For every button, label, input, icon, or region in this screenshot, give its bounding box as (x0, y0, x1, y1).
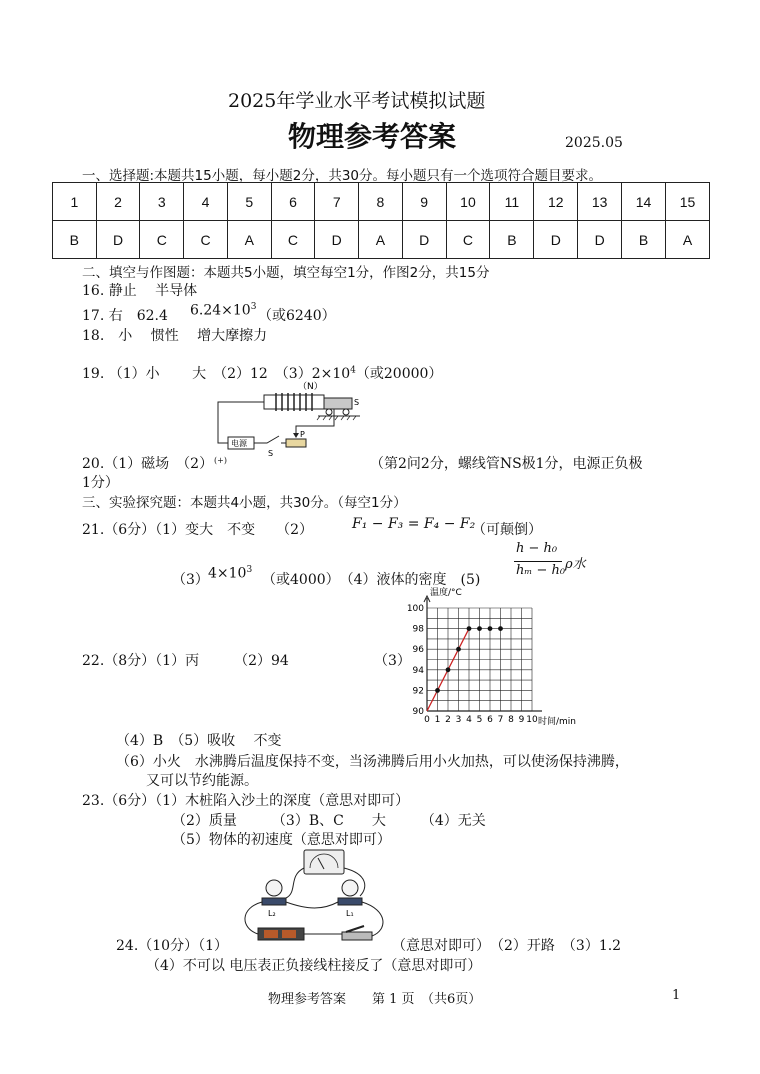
wire-bulbs (286, 902, 338, 908)
rheostat (286, 439, 306, 447)
page-number: 1 (672, 988, 681, 1003)
table-cell: C (184, 221, 228, 259)
slider-arrow (293, 433, 299, 438)
q17-sci-base: 6.24×10 (190, 302, 251, 319)
q22-answer: 22.（8分）（1）丙 （2）94 (82, 653, 289, 669)
data-point (488, 626, 493, 631)
y-tick-label: 90 (412, 707, 424, 717)
table-cell: 4 (184, 183, 228, 221)
power-supply-label: 电源 (231, 439, 247, 448)
table-cell: D (96, 221, 140, 259)
x-tick-label: 0 (424, 715, 430, 725)
q22-part6: （6）小火 水沸腾后温度保持不变，当汤沸腾后用小火加热，可以使汤保持沸腾， (116, 754, 629, 770)
table-cell: 9 (402, 183, 446, 221)
table-cell: 14 (622, 183, 666, 221)
table-cell: A (666, 221, 710, 259)
table-cell: A (359, 221, 403, 259)
answer-table-numbers-row (53, 183, 710, 221)
q22-part4-5: （4）B （5）吸收 不变 (116, 733, 282, 749)
switch-base (342, 932, 372, 940)
q20-note-cont: 1分） (82, 475, 119, 491)
x-tick-label: 6 (487, 715, 493, 725)
q21-fraction-denominator: hₘ − h₀ (516, 563, 566, 578)
x-tick-label: 8 (508, 715, 514, 725)
q18-answer: 18. 小 惯性 增大摩擦力 (82, 328, 268, 344)
switch (254, 436, 286, 443)
exam-title: 2025年学业水平考试模拟试题 (228, 90, 486, 112)
q20-plus-label: (+) (214, 456, 227, 465)
q20-note: （第2问2分，螺线管NS极1分，电源正负极 (370, 456, 643, 472)
table-cell: B (490, 221, 534, 259)
data-point (435, 688, 440, 693)
magnet-s-label: S (354, 398, 360, 407)
answer-key-title: 物理参考答案 (288, 120, 457, 153)
q22-part6-cont: 又可以节约能源。 (146, 773, 258, 789)
q19-exponent: 4 (350, 365, 356, 376)
wire-voltmeter-left (286, 868, 304, 898)
table-cell: 1 (53, 183, 97, 221)
table-cell: B (622, 221, 666, 259)
q21-answer: 21.（6分）（1）变大 不变 （2） (82, 522, 313, 538)
table-cell: A (227, 221, 271, 259)
q17-answer: 17. 右 62.4 (82, 308, 168, 324)
slider-p-label: P (300, 430, 305, 439)
q17-sci-value (190, 302, 256, 319)
solenoid-circuit-figure (212, 378, 377, 458)
data-point (456, 647, 461, 652)
bulb-l2-label: L₂ (268, 909, 276, 918)
cart-wheel (326, 409, 332, 415)
q17-alt: （或6240） (258, 308, 336, 324)
table-cell: C (271, 221, 315, 259)
bulb-l1 (342, 880, 358, 896)
chart-y-label: 温度/°C (430, 588, 462, 598)
answer-table (52, 182, 710, 259)
chart-grid (424, 596, 542, 711)
table-cell: C (140, 221, 184, 259)
answer-table-answers-row (53, 221, 710, 259)
battery-cell (282, 930, 296, 938)
x-tick-label: 9 (518, 715, 525, 725)
y-tick-label: 100 (406, 604, 424, 614)
y-tick-label: 96 (412, 645, 424, 656)
q23-parts-2-4: （2）质量 （3）B、C 大 （4）无关 (172, 813, 486, 829)
q21-formula-note: （可颠倒） (472, 522, 542, 538)
q21-part3-label: （3） (172, 572, 209, 588)
ground-hatch (317, 416, 356, 420)
bulb-l2 (266, 880, 282, 896)
q17-sci-exponent: 3 (250, 302, 257, 312)
switch-lever (346, 926, 364, 932)
q21-formula: F₁ − F₃ = F₄ − F₂ (352, 516, 476, 532)
q20-answer: 20.（1）磁场 （2） (82, 456, 214, 472)
section2-heading: 二、填空与作图题：本题共5小题，填空每空1分，作图2分，共15分 (82, 265, 490, 281)
solenoid-n-label: （N） (298, 382, 323, 392)
exam-date: 2025.05 (565, 135, 623, 151)
table-cell: 2 (96, 183, 140, 221)
q19-alt: （或20000） (355, 366, 443, 382)
table-cell: 10 (446, 183, 490, 221)
table-cell: D (315, 221, 359, 259)
data-point (467, 626, 472, 631)
table-cell: 13 (578, 183, 622, 221)
table-cell: 5 (227, 183, 271, 221)
solenoid-coil (276, 393, 312, 411)
q21-sci-exponent: 3 (246, 565, 253, 575)
wire-right-loop (362, 902, 383, 936)
table-cell: D (402, 221, 446, 259)
table-cell: 8 (359, 183, 403, 221)
bulb-l1-label: L₁ (346, 909, 354, 918)
cart-wheel (343, 409, 349, 415)
table-cell: B (53, 221, 97, 259)
boiling-temperature-chart (404, 583, 624, 728)
q19-text: 19. （1）小 大 （2）12 （3）2×10 (82, 366, 351, 382)
y-tick-label: 92 (412, 686, 424, 697)
x-tick-label: 7 (497, 715, 504, 725)
q21-sci-value (208, 565, 252, 582)
data-point (477, 626, 482, 631)
table-cell: 11 (490, 183, 534, 221)
x-tick-label: 10 (526, 715, 538, 725)
battery-cell (264, 930, 278, 938)
section3-heading: 三、实验探究题：本题共4小题，共30分。（每空1分） (82, 495, 407, 511)
q24-part4: （4）不可以 电压表正负接线柱接反了（意思对即可） (146, 958, 482, 974)
y-tick-label: 98 (412, 624, 424, 635)
q24-answer: 24.（10分）（1） (116, 938, 228, 954)
bulb-l2-base (262, 898, 286, 905)
table-cell: 15 (666, 183, 710, 221)
x-tick-label: 1 (434, 715, 441, 725)
switch-s-label: S (268, 449, 274, 458)
section1-heading: 一、选择题:本题共15小题，每小题2分，共30分。每小题只有一个选项符合题目要求。 (82, 168, 602, 184)
q21-rho-water: ρ水 (565, 557, 586, 572)
y-tick-label: 94 (412, 665, 424, 676)
table-cell: 3 (140, 183, 184, 221)
q21-part3-alt: （或4000） （4）液体的密度 (5) (262, 572, 481, 588)
table-cell: D (578, 221, 622, 259)
page-footer: 物理参考答案 第 1 页 （共6页） (268, 992, 482, 1007)
fraction-bar (514, 561, 562, 562)
data-point (498, 626, 503, 631)
data-point (446, 667, 451, 672)
q16-answer: 16. 静止 半导体 (82, 283, 198, 299)
table-cell: 7 (315, 183, 359, 221)
q23-answer: 23.（6分）（1）木桩陷入沙土的深度（意思对即可） (82, 793, 410, 809)
q23-part5: （5）物体的初速度（意思对即可） (172, 832, 391, 848)
x-tick-label: 5 (476, 715, 483, 725)
voltmeter (304, 850, 344, 874)
q24-parts-2-3: （意思对即可） （2）开路 （3）1.2 (392, 938, 622, 954)
q22-part3-label: （3） (374, 653, 411, 669)
table-cell: 6 (271, 183, 315, 221)
bulb-circuit-figure (238, 848, 393, 946)
cart-magnet (324, 398, 352, 409)
table-cell: C (446, 221, 490, 259)
q21-fraction-numerator: h − h₀ (516, 541, 558, 556)
table-cell: D (534, 221, 578, 259)
chart-x-label: 时间/min (538, 717, 577, 727)
q21-sci-base: 4×10 (208, 565, 247, 582)
x-tick-label: 3 (455, 715, 462, 725)
x-tick-label: 4 (466, 715, 472, 725)
table-cell: 12 (534, 183, 578, 221)
bulb-l1-base (338, 898, 362, 905)
x-tick-label: 2 (445, 715, 451, 725)
